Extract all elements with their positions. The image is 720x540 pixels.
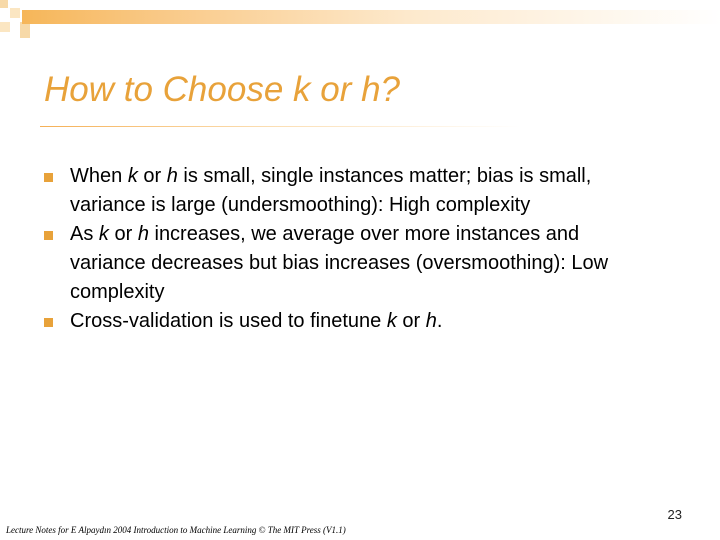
page-number: 23 <box>667 507 682 522</box>
bullet-text <box>70 310 442 332</box>
italic-variable: h <box>425 310 437 332</box>
text-run: increases, we average over more instances and variance decreases but bias increases (oversmoothing): Low complexity <box>70 223 609 303</box>
text-run: . <box>436 310 443 332</box>
italic-variable: k <box>127 165 138 187</box>
corner-square <box>20 22 30 38</box>
italic-variable: h <box>166 165 178 187</box>
corner-square <box>0 0 8 8</box>
text-run: or <box>137 165 167 187</box>
text-run: Cross-validation is used to finetune <box>70 310 387 332</box>
text-run: When <box>70 165 128 187</box>
top-gradient-bar <box>22 10 720 24</box>
slide-title: How to Choose k or h? <box>44 70 401 109</box>
corner-square <box>0 22 10 32</box>
italic-variable: k <box>386 310 397 332</box>
square-bullet-icon <box>44 231 53 240</box>
bullet-item <box>44 162 654 220</box>
square-bullet-icon <box>44 318 53 327</box>
bullet-item <box>44 307 654 336</box>
bullet-text <box>70 165 591 216</box>
bullet-item <box>44 220 654 307</box>
italic-variable: h <box>137 223 149 245</box>
square-bullet-icon <box>44 173 53 182</box>
bullet-text <box>70 223 608 303</box>
text-run: is small, single instances matter; bias is small, variance is large (undersmoothing): High complexity <box>70 165 592 216</box>
bullet-list <box>44 162 654 336</box>
text-run: or <box>396 310 426 332</box>
text-run: or <box>108 223 138 245</box>
title-divider <box>40 126 520 127</box>
corner-square <box>10 8 20 18</box>
italic-variable: k <box>98 223 109 245</box>
footer-citation: Lecture Notes for E Alpaydın 2004 Introduction to Machine Learning © The MIT Press (V1.1) <box>6 525 346 535</box>
text-run: As <box>70 223 99 245</box>
